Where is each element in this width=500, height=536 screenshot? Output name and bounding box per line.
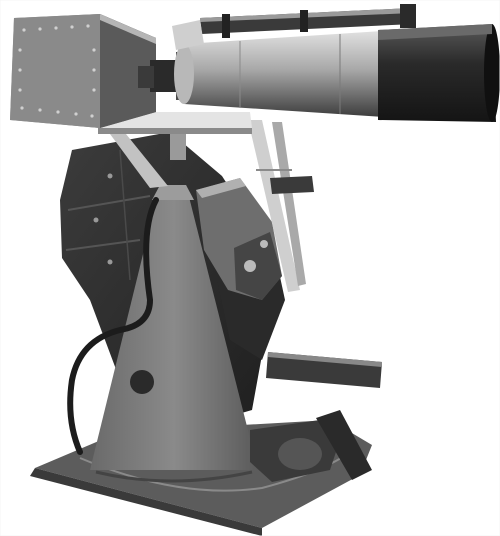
lens-hood <box>378 24 500 122</box>
camera-box <box>10 14 156 128</box>
rear-handle-bar <box>266 352 382 388</box>
telescope-tube <box>174 30 400 118</box>
drive-motor <box>250 410 372 482</box>
